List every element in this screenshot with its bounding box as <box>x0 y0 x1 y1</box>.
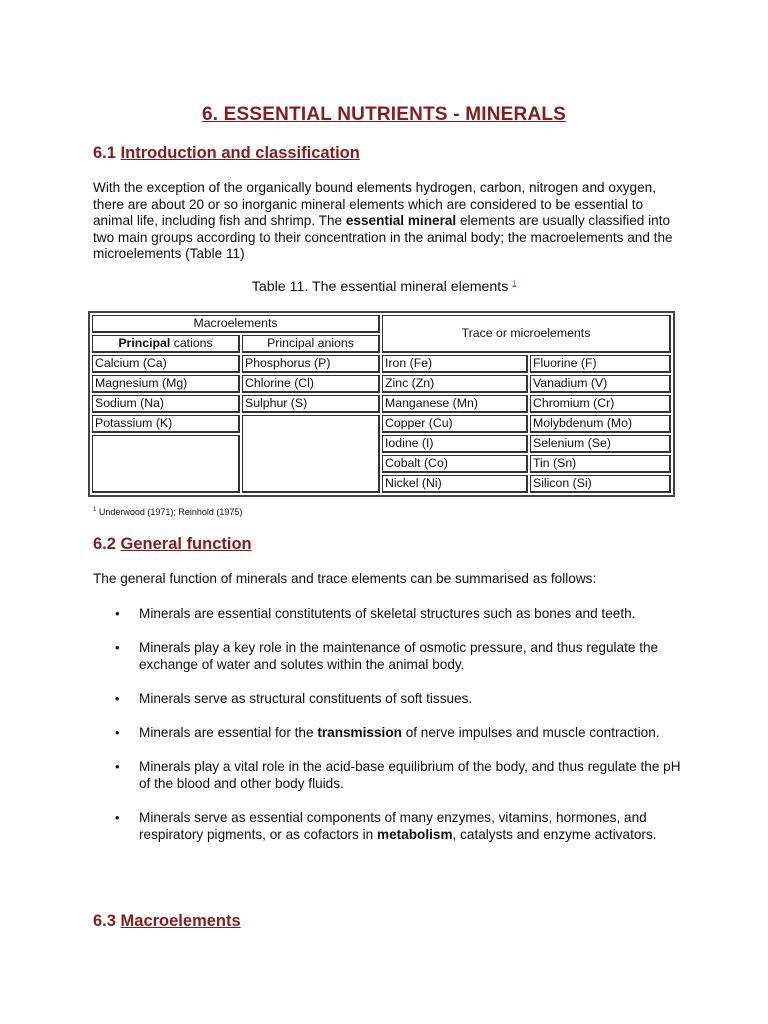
table-cell: Cobalt (Co) <box>382 455 528 473</box>
list-item-bold: metabolism <box>376 827 453 842</box>
table-cell: Selenium (Se) <box>530 435 671 453</box>
general-function-list <box>93 605 693 860</box>
table-cell: Chlorine (Cl) <box>242 375 380 393</box>
list-item <box>93 758 693 792</box>
essential-minerals-table <box>88 311 675 497</box>
table-cell: Molybdenum (Mo) <box>530 415 671 433</box>
list-item-text: Minerals are essential constitutents of skeletal structures such as bones and teeth. <box>139 606 636 621</box>
table-row <box>92 375 671 393</box>
table-footnote-ref[interactable]: 1 <box>512 280 517 288</box>
list-item-bold: transmission <box>317 725 402 740</box>
table-cell: Silicon (Si) <box>530 475 671 493</box>
list-item <box>93 724 693 741</box>
footnote-text: Underwood (1971); Reinhold (1975) <box>96 507 243 517</box>
section-heading-6-2 <box>93 535 252 554</box>
table-row <box>92 395 671 413</box>
list-item <box>93 639 693 673</box>
list-item-text: Minerals play a key role in the maintenance of osmotic pressure, and thus regulate the exchange of water and solutes within the animal body. <box>139 640 659 672</box>
list-item-text-pre: Minerals serve as essential components of many enzymes, vitamins, hormones, and respiratory pigments, or as cofactors in <box>139 810 647 842</box>
section-number: 6.2 <box>93 535 116 553</box>
section-heading-6-1 <box>93 144 360 163</box>
table-cell: Iron (Fe) <box>382 355 528 373</box>
table-row <box>92 355 671 373</box>
table-cell-empty <box>92 435 240 493</box>
section-number: 6.1 <box>93 144 116 162</box>
table-cell: Nickel (Ni) <box>382 475 528 493</box>
section-number: 6.3 <box>93 912 116 930</box>
header-trace-microelements: Trace or microelements <box>382 315 671 353</box>
subheader-principal-anions: Principal anions <box>242 335 380 353</box>
bullet-icon: • <box>115 725 120 740</box>
section-link-macroelements[interactable]: Macroelements <box>120 912 241 930</box>
table-cell: Fluorine (F) <box>530 355 671 373</box>
table-cell: Manganese (Mn) <box>382 395 528 413</box>
intro-bold-term: essential mineral <box>345 213 457 228</box>
table-cell: Chromium (Cr) <box>530 395 671 413</box>
table-cell-empty <box>242 415 380 493</box>
table-caption <box>0 279 768 295</box>
list-item-text-post: , catalysts and enzyme activators. <box>452 827 657 842</box>
list-item <box>93 605 693 622</box>
table-caption-text: Table 11. The essential mineral elements <box>251 279 509 295</box>
bullet-icon: • <box>115 810 120 825</box>
table-cell: Vanadium (V) <box>530 375 671 393</box>
header-macroelements: Macroelements <box>92 315 380 333</box>
subheader-cations-rest: cations <box>170 336 213 350</box>
section-link-general-function[interactable]: General function <box>120 535 252 553</box>
general-function-intro: The general function of minerals and trace elements can be summarised as follows: <box>93 571 597 586</box>
section-heading-6-3 <box>93 912 241 931</box>
page-title: 6. ESSENTIAL NUTRIENTS - MINERALS <box>201 104 567 125</box>
table-footnote <box>93 507 242 517</box>
list-item-text: Minerals play a vital role in the acid-base equilibrium of the body, and thus regulate the pH of the blood and other body fluids. <box>139 759 681 791</box>
table-cell: Zinc (Zn) <box>382 375 528 393</box>
subheader-cations-bold: Principal <box>118 336 171 350</box>
table-cell: Iodine (I) <box>382 435 528 453</box>
subheader-principal-cations <box>92 335 240 353</box>
table-row <box>92 435 671 453</box>
table-row <box>92 415 671 433</box>
section-link-introduction[interactable]: Introduction and classification <box>120 144 360 162</box>
intro-paragraph <box>93 180 683 263</box>
bullet-icon: • <box>115 691 120 706</box>
list-item-text-post: of nerve impulses and muscle contraction. <box>401 725 660 740</box>
intro-text-2: elements are usually classified into two main groups according to their concentration in the animal body; the macroelements and the microelements (Table 11) <box>93 213 673 261</box>
bullet-icon: • <box>115 759 120 774</box>
table-cell: Sodium (Na) <box>92 395 240 413</box>
intro-text-1: With the exception of the organically bound elements hydrogen, carbon, nitrogen and oxygen, there are about 20 or so inorganic mineral elements which are considered to be essential to animal life, including fish and shrimp. The <box>93 180 656 228</box>
bullet-icon: • <box>115 606 120 621</box>
table-cell: Potassium (K) <box>92 415 240 433</box>
table-cell: Phosphorus (P) <box>242 355 380 373</box>
list-item <box>93 809 693 843</box>
bullet-icon: • <box>115 640 120 655</box>
table-cell: Magnesium (Mg) <box>92 375 240 393</box>
table-cell: Tin (Sn) <box>530 455 671 473</box>
footnote-mark: 1 <box>93 507 97 513</box>
table-cell: Copper (Cu) <box>382 415 528 433</box>
table-cell: Calcium (Ca) <box>92 355 240 373</box>
list-item <box>93 690 693 707</box>
table-cell: Sulphur (S) <box>242 395 380 413</box>
list-item-text: Minerals serve as structural constituents of soft tissues. <box>139 691 473 706</box>
list-item-text-pre: Minerals are essential for the <box>139 725 318 740</box>
